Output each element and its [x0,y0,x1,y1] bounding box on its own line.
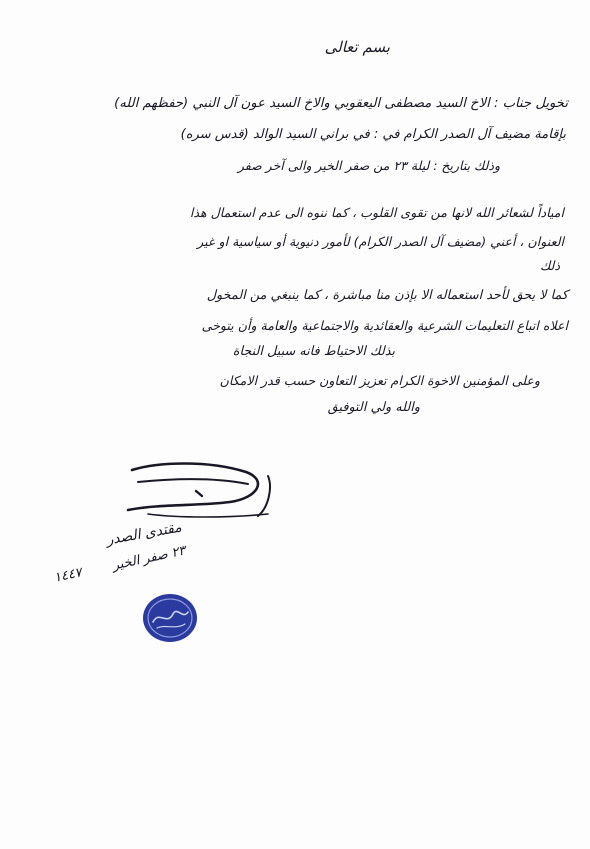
body-line-11: والله ولي التوفيق [327,400,420,415]
seal-stamp [141,592,199,644]
body-line-10: وعلى المؤمنين الاخوة الكرام تعزيز التعاون حسب قدر الامكان [219,373,540,388]
body-line-4: امياداً لشعائر الله لانها من تقوى القلوب ، كما ننوه الى عدم استعمال هذا [189,205,564,220]
signature-name: مقتدى الصدر [105,519,183,549]
body-line-1: تخويل جناب : الاخ السيد مصطفى اليعقوبي والاخ السيد عون آل النبي (حفظهم الله) [114,96,568,111]
body-line-5: العنوان ، أعني (مضيف آل الصدر الكرام) لأمور دنيوية أو سياسية او غير [197,234,564,249]
body-line-7: كما لا يحق لأحد استعماله الا بإذن منا مباشرة ، كما ينبغي من المخول [206,288,568,303]
body-line-3: وذلك بتاريخ : ليلة ٢٣ من صفر الخير والى آخر صفر [237,158,500,173]
basmala: بسم تعالى [324,38,390,56]
signature-date: ٢٣ صفر الخير [111,543,187,574]
signature-year: ١٤٤٧ [52,565,84,586]
body-line-8: اعلاه اتباع التعليمات الشرعية والعقائدية والاجتماعية والعامة وأن يتوخى [201,318,568,333]
body-line-9: بذلك الاحتياط فانه سبيل النجاة [232,344,395,359]
body-line-2: بإقامة مضيف آل الصدر الكرام في : في براني السيد الوالد (قدس سره) [180,127,566,142]
signature-flourish [118,458,278,528]
body-line-6: ذلك [539,258,560,273]
